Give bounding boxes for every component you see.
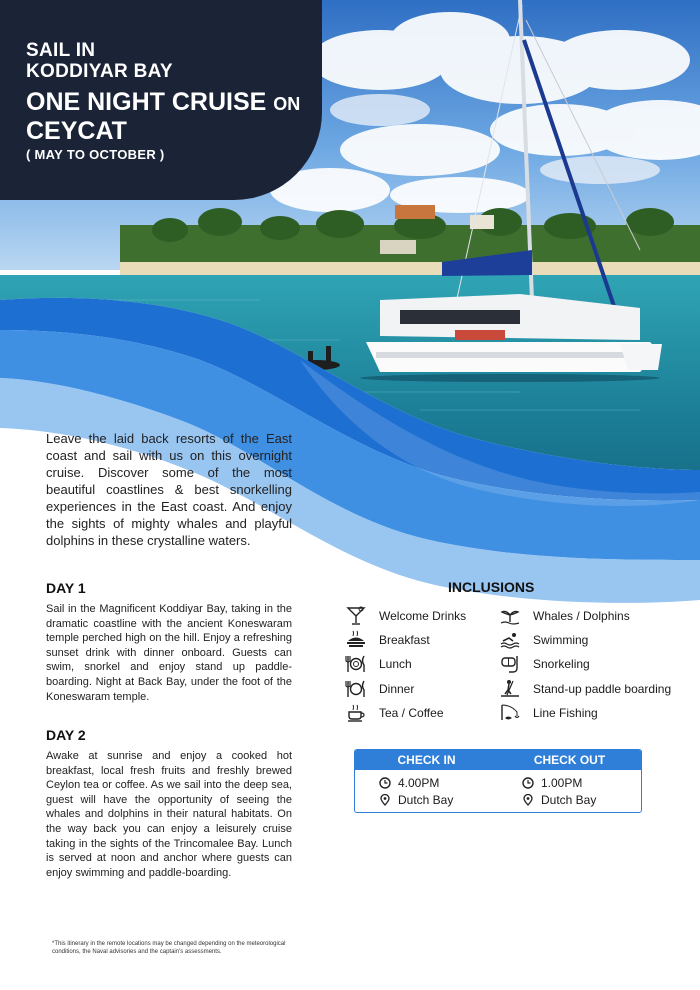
check-out-place: Dutch Bay <box>541 792 597 807</box>
cocktail-icon <box>345 606 367 626</box>
inclusion-paddle-boarding <box>499 679 671 699</box>
intro-paragraph: Leave the laid back resorts of the East coast and sail with us on this overnight cruise. Discover some of the most beautiful coastlines & best snorkelling experiences in the East coast. And enjoy the sights of mighty whales and playful dolphins in these crystalline waters. <box>46 431 292 548</box>
check-out-place-row <box>522 791 641 808</box>
day-2-heading: DAY 2 <box>46 727 86 743</box>
breakfast-icon <box>345 630 367 650</box>
location-pin-icon <box>379 794 391 806</box>
location-pin-icon <box>522 794 534 806</box>
inclusion-breakfast <box>345 630 430 650</box>
season-dates: ( MAY TO OCTOBER ) <box>26 147 165 162</box>
cruise-title <box>26 89 322 145</box>
inclusion-label: Line Fishing <box>533 706 598 720</box>
check-body <box>355 770 641 808</box>
whale-tail-icon <box>499 606 521 626</box>
inclusions-title: INCLUSIONS <box>448 579 535 595</box>
check-in-out-box <box>354 749 642 813</box>
fishing-icon <box>499 703 521 723</box>
check-in-column <box>355 774 498 808</box>
inclusion-label: Snorkeling <box>533 657 590 671</box>
inclusion-snorkeling <box>499 654 590 674</box>
kicker-line-1: SAIL IN <box>26 40 96 61</box>
lunch-icon <box>345 654 367 674</box>
day-2-text: Awake at sunrise and enjoy a cooked hot breakfast, local fresh fruits and freshly brewed Ceylon tea or coffee. As we sail into the deep sea, guest will have the opportunity of seeing the whales and dolphins in their natural habitats. On the way back you can enjoy a leisurely cruise taking in the sights of the Trincomalee Bay. Lunch is served at noon and anchor where guests can enjoy swimming and paddle-boarding. <box>46 750 292 879</box>
check-in-label: CHECK IN <box>397 753 456 767</box>
inclusion-lunch <box>345 654 412 674</box>
check-in-place: Dutch Bay <box>398 792 454 807</box>
inclusion-label: Lunch <box>379 657 412 671</box>
inclusion-swimming <box>499 630 588 650</box>
kicker-line-2: KODDIYAR BAY <box>26 61 173 82</box>
check-in-time-row <box>379 774 498 791</box>
clock-icon <box>522 777 534 789</box>
check-in-time: 4.00PM <box>398 775 440 790</box>
dinner-icon <box>345 679 367 699</box>
clock-icon <box>379 777 391 789</box>
cruise-title-line-2: CEYCAT <box>26 117 127 145</box>
inclusion-label: Breakfast <box>379 633 430 647</box>
cruise-title-main: ONE NIGHT CRUISE <box>26 88 267 116</box>
swimmer-icon <box>499 630 521 650</box>
inclusion-dinner <box>345 679 414 699</box>
inclusion-label: Tea / Coffee <box>379 706 444 720</box>
check-out-column <box>498 774 641 808</box>
day-1-heading: DAY 1 <box>46 580 86 596</box>
paddle-board-icon <box>499 679 521 699</box>
check-out-time: 1.00PM <box>541 775 583 790</box>
day-1-text: Sail in the Magnificent Koddiyar Bay, taking in the dramatic coastline with the ancient Koneswaram temple perched high on the hill. Enjoy a refreshing sunset drink with dinner onboard. Guests can swim, snorkel and enjoy stand up paddle-boarding. Night at Back Bay, under the foot of the Koneswaram temple. <box>46 603 292 703</box>
check-in-place-row <box>379 791 498 808</box>
inclusion-tea-coffee <box>345 703 444 723</box>
inclusion-label: Stand-up paddle boarding <box>533 682 672 696</box>
check-header <box>355 750 641 770</box>
check-out-label: CHECK OUT <box>533 753 606 767</box>
inclusion-welcome-drinks <box>345 606 466 626</box>
cruise-title-on: ON <box>273 94 301 114</box>
itinerary-footnote: *This itinerary in the remote locations may be changed depending on the meteorological conditions, the Naval advisories and the captain's assessments. <box>52 941 286 955</box>
inclusion-label: Dinner <box>379 682 415 696</box>
title-panel <box>0 0 322 200</box>
inclusion-label: Swimming <box>533 633 589 647</box>
check-out-time-row <box>522 774 641 791</box>
inclusion-label: Welcome Drinks <box>379 609 467 623</box>
inclusion-line-fishing <box>499 703 598 723</box>
tea-cup-icon <box>345 703 367 723</box>
snorkel-mask-icon <box>499 654 521 674</box>
inclusion-whales-dolphins <box>499 606 630 626</box>
inclusion-label: Whales / Dolphins <box>533 609 630 623</box>
